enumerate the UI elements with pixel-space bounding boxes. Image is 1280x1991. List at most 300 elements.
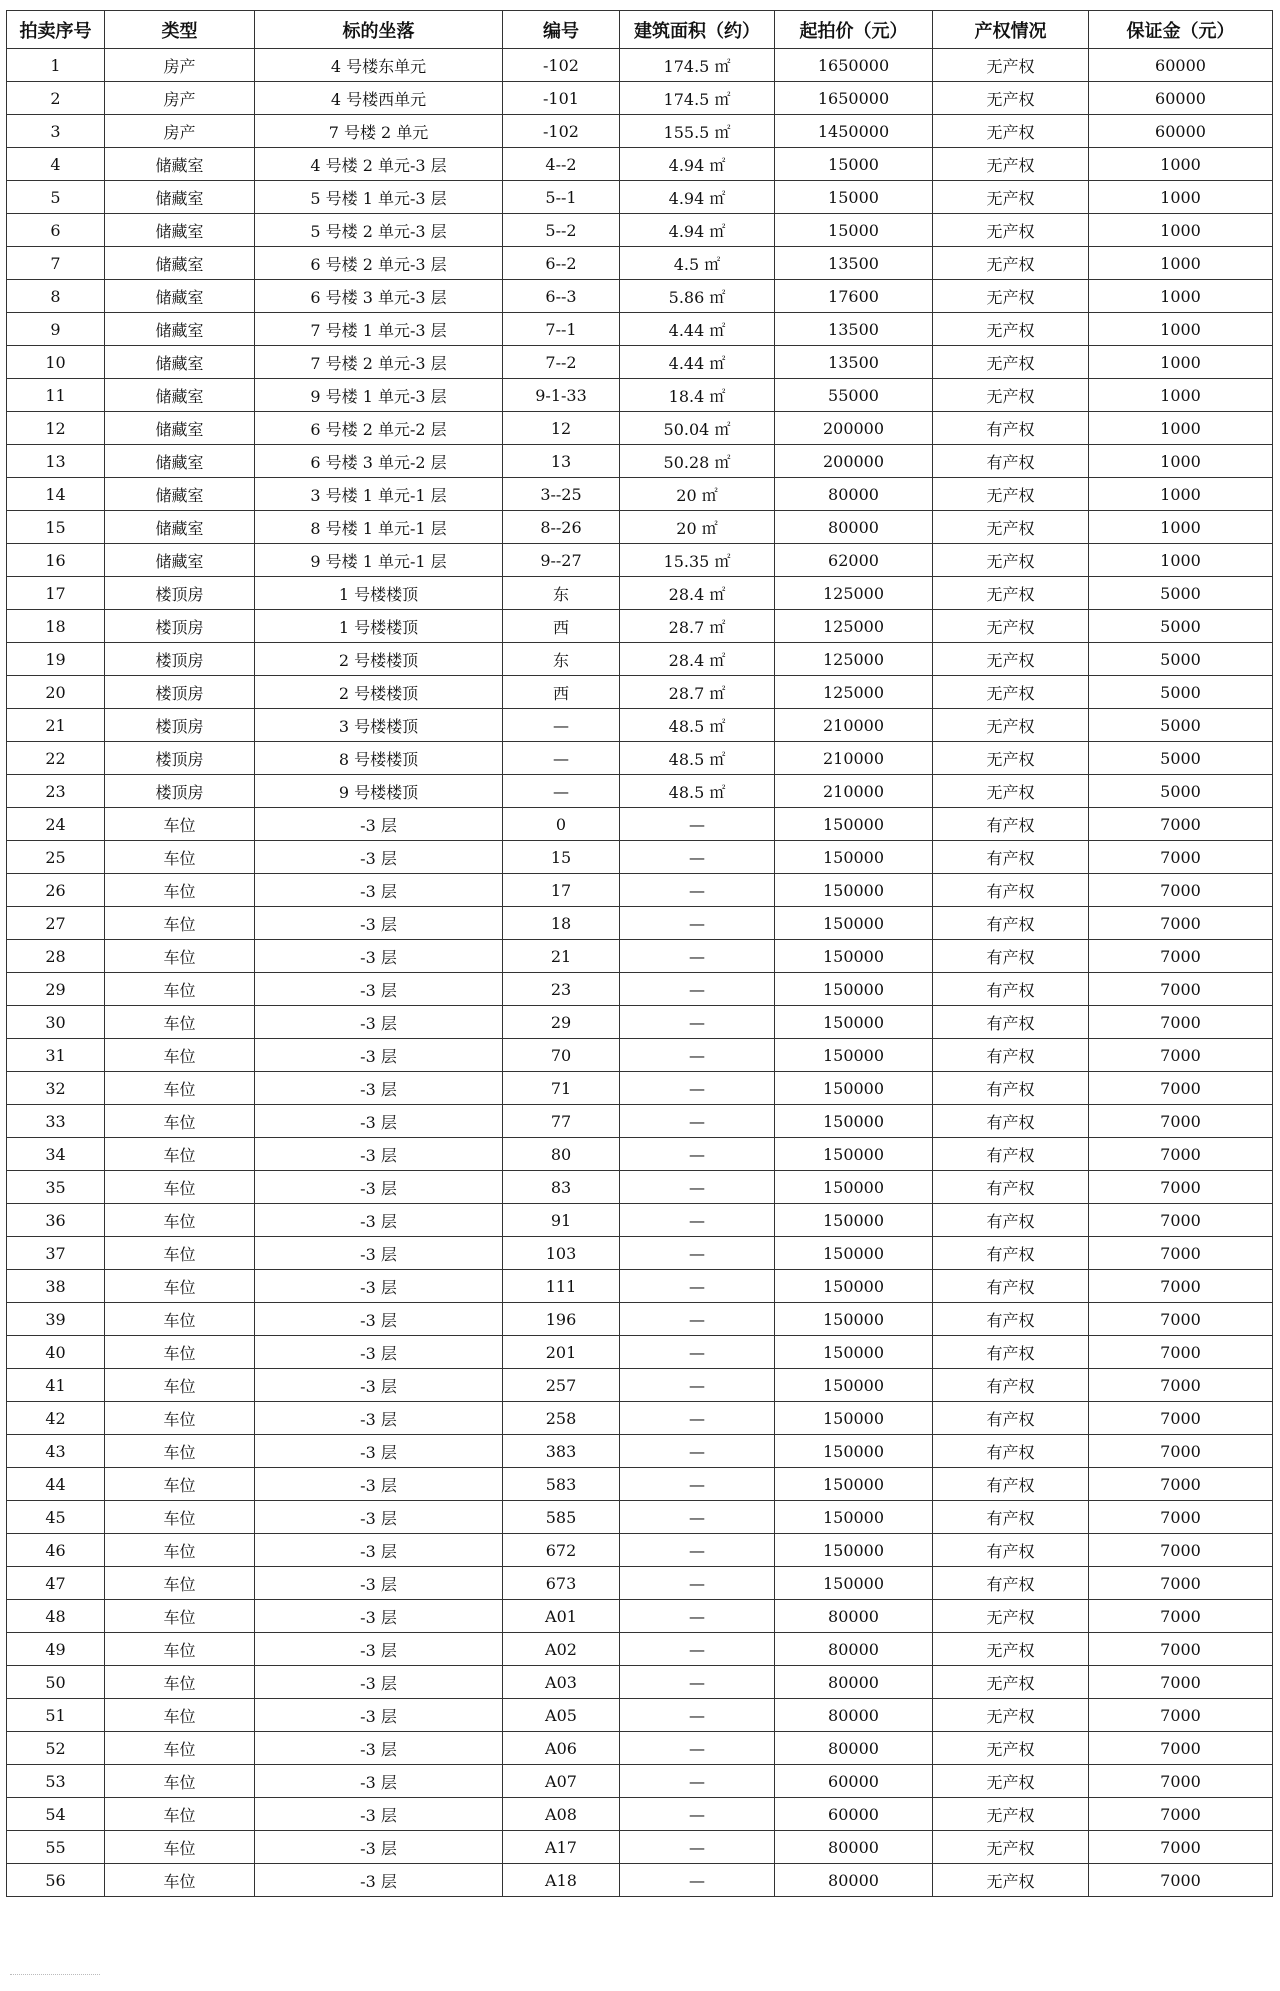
cell-title-status: 无产权 xyxy=(933,1633,1089,1666)
cell-location: 4 号楼西单元 xyxy=(255,82,503,115)
cell-title-status: 有产权 xyxy=(933,1435,1089,1468)
cell-code: A18 xyxy=(503,1864,620,1897)
cell-code: 80 xyxy=(503,1138,620,1171)
cell-title-status: 无产权 xyxy=(933,643,1089,676)
cell-title-status: 无产权 xyxy=(933,313,1089,346)
table-row xyxy=(7,1171,1273,1204)
cell-code: 258 xyxy=(503,1402,620,1435)
cell-title-status: 有产权 xyxy=(933,1072,1089,1105)
table-row xyxy=(7,808,1273,841)
cell-title-status: 有产权 xyxy=(933,1369,1089,1402)
cell-deposit: 60000 xyxy=(1089,49,1273,82)
cell-type: 储藏室 xyxy=(105,346,255,379)
cell-area: — xyxy=(620,1303,775,1336)
cell-type: 储藏室 xyxy=(105,313,255,346)
cell-starting-price: 200000 xyxy=(775,445,933,478)
cell-location: -3 层 xyxy=(255,1699,503,1732)
cell-location: -3 层 xyxy=(255,1501,503,1534)
cell-deposit: 7000 xyxy=(1089,1831,1273,1864)
cell-deposit: 7000 xyxy=(1089,841,1273,874)
cell-title-status: 有产权 xyxy=(933,412,1089,445)
cell-lot-number: 15 xyxy=(7,511,105,544)
cell-code: A05 xyxy=(503,1699,620,1732)
cell-starting-price: 150000 xyxy=(775,973,933,1006)
cell-title-status: 有产权 xyxy=(933,1468,1089,1501)
cell-type: 车位 xyxy=(105,1402,255,1435)
cell-lot-number: 19 xyxy=(7,643,105,676)
cell-title-status: 有产权 xyxy=(933,808,1089,841)
cell-title-status: 无产权 xyxy=(933,181,1089,214)
cell-location: 7 号楼 2 单元 xyxy=(255,115,503,148)
cell-location: 9 号楼 1 单元-1 层 xyxy=(255,544,503,577)
table-row xyxy=(7,214,1273,247)
cell-starting-price: 150000 xyxy=(775,1138,933,1171)
cell-starting-price: 60000 xyxy=(775,1765,933,1798)
cell-code: A06 xyxy=(503,1732,620,1765)
cell-title-status: 有产权 xyxy=(933,1336,1089,1369)
cell-code: 4--2 xyxy=(503,148,620,181)
cell-location: -3 层 xyxy=(255,1270,503,1303)
cell-title-status: 有产权 xyxy=(933,1138,1089,1171)
cell-title-status: 无产权 xyxy=(933,742,1089,775)
cell-location: -3 层 xyxy=(255,1600,503,1633)
cell-location: 4 号楼 2 单元-3 层 xyxy=(255,148,503,181)
header-deposit: 保证金（元） xyxy=(1089,11,1273,49)
cell-deposit: 1000 xyxy=(1089,478,1273,511)
cell-type: 储藏室 xyxy=(105,379,255,412)
cell-code: -102 xyxy=(503,115,620,148)
cell-starting-price: 210000 xyxy=(775,709,933,742)
cell-deposit: 1000 xyxy=(1089,445,1273,478)
cell-lot-number: 17 xyxy=(7,577,105,610)
cell-type: 车位 xyxy=(105,1864,255,1897)
cell-title-status: 无产权 xyxy=(933,1831,1089,1864)
cell-location: -3 层 xyxy=(255,940,503,973)
cell-starting-price: 150000 xyxy=(775,1567,933,1600)
cell-area: — xyxy=(620,907,775,940)
table-row xyxy=(7,577,1273,610)
cell-location: -3 层 xyxy=(255,1237,503,1270)
cell-title-status: 无产权 xyxy=(933,115,1089,148)
cell-type: 车位 xyxy=(105,1732,255,1765)
cell-location: 8 号楼楼顶 xyxy=(255,742,503,775)
cell-title-status: 无产权 xyxy=(933,82,1089,115)
cell-area: — xyxy=(620,1468,775,1501)
header-area: 建筑面积（约） xyxy=(620,11,775,49)
cell-lot-number: 42 xyxy=(7,1402,105,1435)
cell-location: -3 层 xyxy=(255,1666,503,1699)
cell-deposit: 60000 xyxy=(1089,115,1273,148)
cell-deposit: 1000 xyxy=(1089,511,1273,544)
cell-area: — xyxy=(620,1798,775,1831)
cell-deposit: 7000 xyxy=(1089,1204,1273,1237)
cell-code: 9--27 xyxy=(503,544,620,577)
cell-lot-number: 53 xyxy=(7,1765,105,1798)
table-row xyxy=(7,1831,1273,1864)
cell-starting-price: 80000 xyxy=(775,1864,933,1897)
cell-type: 储藏室 xyxy=(105,247,255,280)
cell-area: — xyxy=(620,1336,775,1369)
cell-area: 48.5 ㎡ xyxy=(620,742,775,775)
cell-location: -3 层 xyxy=(255,1468,503,1501)
cell-deposit: 60000 xyxy=(1089,82,1273,115)
cell-lot-number: 20 xyxy=(7,676,105,709)
cell-code: 196 xyxy=(503,1303,620,1336)
cell-type: 车位 xyxy=(105,1336,255,1369)
bottom-divider xyxy=(10,1974,100,1976)
cell-type: 车位 xyxy=(105,907,255,940)
cell-starting-price: 150000 xyxy=(775,940,933,973)
cell-lot-number: 28 xyxy=(7,940,105,973)
cell-code: 西 xyxy=(503,610,620,643)
cell-deposit: 7000 xyxy=(1089,1864,1273,1897)
cell-location: 6 号楼 2 单元-2 层 xyxy=(255,412,503,445)
cell-lot-number: 26 xyxy=(7,874,105,907)
cell-lot-number: 16 xyxy=(7,544,105,577)
cell-code: 东 xyxy=(503,577,620,610)
cell-location: 7 号楼 2 单元-3 层 xyxy=(255,346,503,379)
header-type: 类型 xyxy=(105,11,255,49)
table-row xyxy=(7,1468,1273,1501)
cell-area: — xyxy=(620,1369,775,1402)
cell-deposit: 7000 xyxy=(1089,1006,1273,1039)
cell-lot-number: 31 xyxy=(7,1039,105,1072)
cell-title-status: 有产权 xyxy=(933,1534,1089,1567)
cell-deposit: 7000 xyxy=(1089,973,1273,1006)
cell-title-status: 有产权 xyxy=(933,841,1089,874)
cell-code: 6--2 xyxy=(503,247,620,280)
cell-starting-price: 1450000 xyxy=(775,115,933,148)
cell-starting-price: 15000 xyxy=(775,148,933,181)
cell-location: 6 号楼 3 单元-2 层 xyxy=(255,445,503,478)
cell-lot-number: 5 xyxy=(7,181,105,214)
cell-type: 车位 xyxy=(105,1600,255,1633)
cell-title-status: 无产权 xyxy=(933,610,1089,643)
cell-type: 车位 xyxy=(105,1171,255,1204)
table-row xyxy=(7,313,1273,346)
cell-deposit: 1000 xyxy=(1089,247,1273,280)
cell-type: 车位 xyxy=(105,1072,255,1105)
cell-starting-price: 150000 xyxy=(775,907,933,940)
cell-deposit: 7000 xyxy=(1089,1699,1273,1732)
cell-type: 车位 xyxy=(105,973,255,1006)
table-row xyxy=(7,1270,1273,1303)
cell-title-status: 无产权 xyxy=(933,775,1089,808)
cell-lot-number: 29 xyxy=(7,973,105,1006)
cell-type: 储藏室 xyxy=(105,511,255,544)
cell-title-status: 无产权 xyxy=(933,676,1089,709)
cell-area: 5.86 ㎡ xyxy=(620,280,775,313)
cell-starting-price: 210000 xyxy=(775,742,933,775)
cell-code: 23 xyxy=(503,973,620,1006)
cell-code: 7--2 xyxy=(503,346,620,379)
cell-starting-price: 80000 xyxy=(775,1699,933,1732)
cell-area: 48.5 ㎡ xyxy=(620,709,775,742)
cell-starting-price: 150000 xyxy=(775,1105,933,1138)
cell-code: — xyxy=(503,709,620,742)
table-row xyxy=(7,1138,1273,1171)
cell-area: 174.5 ㎡ xyxy=(620,49,775,82)
cell-area: — xyxy=(620,1864,775,1897)
cell-location: -3 层 xyxy=(255,1336,503,1369)
table-row xyxy=(7,1105,1273,1138)
table-row xyxy=(7,610,1273,643)
cell-lot-number: 25 xyxy=(7,841,105,874)
cell-starting-price: 125000 xyxy=(775,643,933,676)
cell-lot-number: 38 xyxy=(7,1270,105,1303)
cell-title-status: 无产权 xyxy=(933,247,1089,280)
cell-location: 9 号楼 1 单元-3 层 xyxy=(255,379,503,412)
cell-title-status: 有产权 xyxy=(933,1204,1089,1237)
cell-starting-price: 55000 xyxy=(775,379,933,412)
cell-starting-price: 13500 xyxy=(775,247,933,280)
cell-starting-price: 150000 xyxy=(775,1171,933,1204)
table-row xyxy=(7,1402,1273,1435)
cell-area: 15.35 ㎡ xyxy=(620,544,775,577)
cell-type: 车位 xyxy=(105,1501,255,1534)
cell-area: — xyxy=(620,1765,775,1798)
cell-starting-price: 1650000 xyxy=(775,82,933,115)
cell-code: 13 xyxy=(503,445,620,478)
cell-deposit: 7000 xyxy=(1089,1072,1273,1105)
cell-deposit: 7000 xyxy=(1089,1765,1273,1798)
cell-title-status: 有产权 xyxy=(933,1567,1089,1600)
cell-location: 4 号楼东单元 xyxy=(255,49,503,82)
cell-lot-number: 1 xyxy=(7,49,105,82)
cell-starting-price: 15000 xyxy=(775,181,933,214)
cell-lot-number: 13 xyxy=(7,445,105,478)
cell-type: 车位 xyxy=(105,1567,255,1600)
cell-title-status: 无产权 xyxy=(933,577,1089,610)
cell-title-status: 无产权 xyxy=(933,1864,1089,1897)
cell-starting-price: 200000 xyxy=(775,412,933,445)
table-row xyxy=(7,709,1273,742)
cell-code: 0 xyxy=(503,808,620,841)
cell-code: 91 xyxy=(503,1204,620,1237)
cell-starting-price: 80000 xyxy=(775,1666,933,1699)
cell-type: 车位 xyxy=(105,1303,255,1336)
cell-location: -3 层 xyxy=(255,1006,503,1039)
cell-area: 4.94 ㎡ xyxy=(620,181,775,214)
cell-title-status: 有产权 xyxy=(933,1105,1089,1138)
cell-lot-number: 23 xyxy=(7,775,105,808)
cell-area: 4.94 ㎡ xyxy=(620,214,775,247)
table-row xyxy=(7,412,1273,445)
cell-lot-number: 43 xyxy=(7,1435,105,1468)
cell-area: 28.4 ㎡ xyxy=(620,577,775,610)
cell-deposit: 7000 xyxy=(1089,1501,1273,1534)
cell-title-status: 有产权 xyxy=(933,1402,1089,1435)
cell-type: 车位 xyxy=(105,1798,255,1831)
cell-area: — xyxy=(620,973,775,1006)
cell-deposit: 7000 xyxy=(1089,808,1273,841)
cell-code: 111 xyxy=(503,1270,620,1303)
cell-title-status: 无产权 xyxy=(933,1600,1089,1633)
cell-location: -3 层 xyxy=(255,1633,503,1666)
cell-deposit: 1000 xyxy=(1089,412,1273,445)
cell-starting-price: 80000 xyxy=(775,1633,933,1666)
table-row xyxy=(7,478,1273,511)
cell-location: 2 号楼楼顶 xyxy=(255,643,503,676)
table-row xyxy=(7,82,1273,115)
cell-location: -3 层 xyxy=(255,1369,503,1402)
cell-lot-number: 34 xyxy=(7,1138,105,1171)
cell-code: A07 xyxy=(503,1765,620,1798)
cell-location: 3 号楼 1 单元-1 层 xyxy=(255,478,503,511)
table-row xyxy=(7,1798,1273,1831)
cell-type: 车位 xyxy=(105,1831,255,1864)
table-row xyxy=(7,445,1273,478)
cell-deposit: 7000 xyxy=(1089,1039,1273,1072)
cell-area: — xyxy=(620,1600,775,1633)
cell-area: 50.28 ㎡ xyxy=(620,445,775,478)
table-row xyxy=(7,1864,1273,1897)
cell-starting-price: 1650000 xyxy=(775,49,933,82)
cell-location: -3 层 xyxy=(255,1534,503,1567)
table-row xyxy=(7,1765,1273,1798)
cell-location: -3 层 xyxy=(255,874,503,907)
cell-title-status: 无产权 xyxy=(933,148,1089,181)
cell-deposit: 7000 xyxy=(1089,1435,1273,1468)
table-row xyxy=(7,148,1273,181)
cell-location: -3 层 xyxy=(255,1039,503,1072)
cell-code: 21 xyxy=(503,940,620,973)
cell-location: -3 层 xyxy=(255,808,503,841)
cell-starting-price: 150000 xyxy=(775,1501,933,1534)
cell-type: 车位 xyxy=(105,841,255,874)
table-row xyxy=(7,1600,1273,1633)
cell-type: 楼顶房 xyxy=(105,643,255,676)
cell-lot-number: 40 xyxy=(7,1336,105,1369)
cell-title-status: 无产权 xyxy=(933,280,1089,313)
cell-title-status: 有产权 xyxy=(933,1039,1089,1072)
table-row xyxy=(7,1567,1273,1600)
cell-type: 车位 xyxy=(105,1765,255,1798)
cell-lot-number: 37 xyxy=(7,1237,105,1270)
cell-deposit: 7000 xyxy=(1089,1105,1273,1138)
cell-starting-price: 125000 xyxy=(775,676,933,709)
table-row xyxy=(7,1006,1273,1039)
cell-area: — xyxy=(620,1105,775,1138)
table-row xyxy=(7,940,1273,973)
cell-starting-price: 150000 xyxy=(775,1336,933,1369)
cell-starting-price: 80000 xyxy=(775,1600,933,1633)
cell-title-status: 无产权 xyxy=(933,511,1089,544)
table-row xyxy=(7,544,1273,577)
cell-starting-price: 150000 xyxy=(775,1039,933,1072)
cell-area: 18.4 ㎡ xyxy=(620,379,775,412)
cell-title-status: 无产权 xyxy=(933,709,1089,742)
cell-location: -3 层 xyxy=(255,1567,503,1600)
cell-starting-price: 60000 xyxy=(775,1798,933,1831)
table-row xyxy=(7,775,1273,808)
cell-type: 房产 xyxy=(105,49,255,82)
table-row xyxy=(7,676,1273,709)
cell-deposit: 5000 xyxy=(1089,709,1273,742)
cell-lot-number: 2 xyxy=(7,82,105,115)
cell-type: 储藏室 xyxy=(105,280,255,313)
cell-type: 储藏室 xyxy=(105,412,255,445)
cell-code: 585 xyxy=(503,1501,620,1534)
table-row xyxy=(7,1303,1273,1336)
cell-deposit: 1000 xyxy=(1089,379,1273,412)
cell-type: 房产 xyxy=(105,82,255,115)
cell-lot-number: 7 xyxy=(7,247,105,280)
cell-starting-price: 125000 xyxy=(775,610,933,643)
cell-type: 楼顶房 xyxy=(105,775,255,808)
table-row xyxy=(7,1732,1273,1765)
cell-lot-number: 46 xyxy=(7,1534,105,1567)
cell-starting-price: 62000 xyxy=(775,544,933,577)
cell-code: 5--1 xyxy=(503,181,620,214)
cell-starting-price: 150000 xyxy=(775,1534,933,1567)
cell-area: — xyxy=(620,1072,775,1105)
cell-area: 20 ㎡ xyxy=(620,511,775,544)
table-row xyxy=(7,1501,1273,1534)
cell-type: 车位 xyxy=(105,1369,255,1402)
cell-location: -3 层 xyxy=(255,1303,503,1336)
cell-type: 车位 xyxy=(105,1105,255,1138)
cell-code: 103 xyxy=(503,1237,620,1270)
cell-title-status: 有产权 xyxy=(933,1303,1089,1336)
cell-deposit: 5000 xyxy=(1089,610,1273,643)
cell-area: — xyxy=(620,1699,775,1732)
cell-deposit: 5000 xyxy=(1089,577,1273,610)
cell-area: — xyxy=(620,1435,775,1468)
cell-deposit: 7000 xyxy=(1089,1270,1273,1303)
cell-lot-number: 51 xyxy=(7,1699,105,1732)
table-row xyxy=(7,1237,1273,1270)
table-row xyxy=(7,1699,1273,1732)
cell-starting-price: 13500 xyxy=(775,313,933,346)
cell-code: -101 xyxy=(503,82,620,115)
cell-location: -3 层 xyxy=(255,1732,503,1765)
cell-area: — xyxy=(620,1831,775,1864)
cell-type: 楼顶房 xyxy=(105,742,255,775)
cell-code: A02 xyxy=(503,1633,620,1666)
cell-location: -3 层 xyxy=(255,1138,503,1171)
cell-area: 50.04 ㎡ xyxy=(620,412,775,445)
cell-code: 383 xyxy=(503,1435,620,1468)
cell-code: 83 xyxy=(503,1171,620,1204)
cell-deposit: 7000 xyxy=(1089,1600,1273,1633)
cell-code: 7--1 xyxy=(503,313,620,346)
cell-starting-price: 150000 xyxy=(775,808,933,841)
cell-lot-number: 27 xyxy=(7,907,105,940)
cell-area: — xyxy=(620,1534,775,1567)
cell-location: 3 号楼楼顶 xyxy=(255,709,503,742)
cell-lot-number: 6 xyxy=(7,214,105,247)
cell-location: 5 号楼 1 单元-3 层 xyxy=(255,181,503,214)
cell-type: 车位 xyxy=(105,874,255,907)
cell-title-status: 无产权 xyxy=(933,1732,1089,1765)
cell-title-status: 无产权 xyxy=(933,1666,1089,1699)
cell-area: 4.5 ㎡ xyxy=(620,247,775,280)
table-row xyxy=(7,1633,1273,1666)
cell-starting-price: 150000 xyxy=(775,1072,933,1105)
cell-lot-number: 48 xyxy=(7,1600,105,1633)
cell-location: -3 层 xyxy=(255,841,503,874)
cell-type: 车位 xyxy=(105,1633,255,1666)
cell-code: A01 xyxy=(503,1600,620,1633)
table-row xyxy=(7,907,1273,940)
cell-deposit: 7000 xyxy=(1089,1402,1273,1435)
cell-type: 车位 xyxy=(105,940,255,973)
cell-area: — xyxy=(620,1204,775,1237)
cell-lot-number: 55 xyxy=(7,1831,105,1864)
cell-area: 28.7 ㎡ xyxy=(620,610,775,643)
table-row xyxy=(7,346,1273,379)
